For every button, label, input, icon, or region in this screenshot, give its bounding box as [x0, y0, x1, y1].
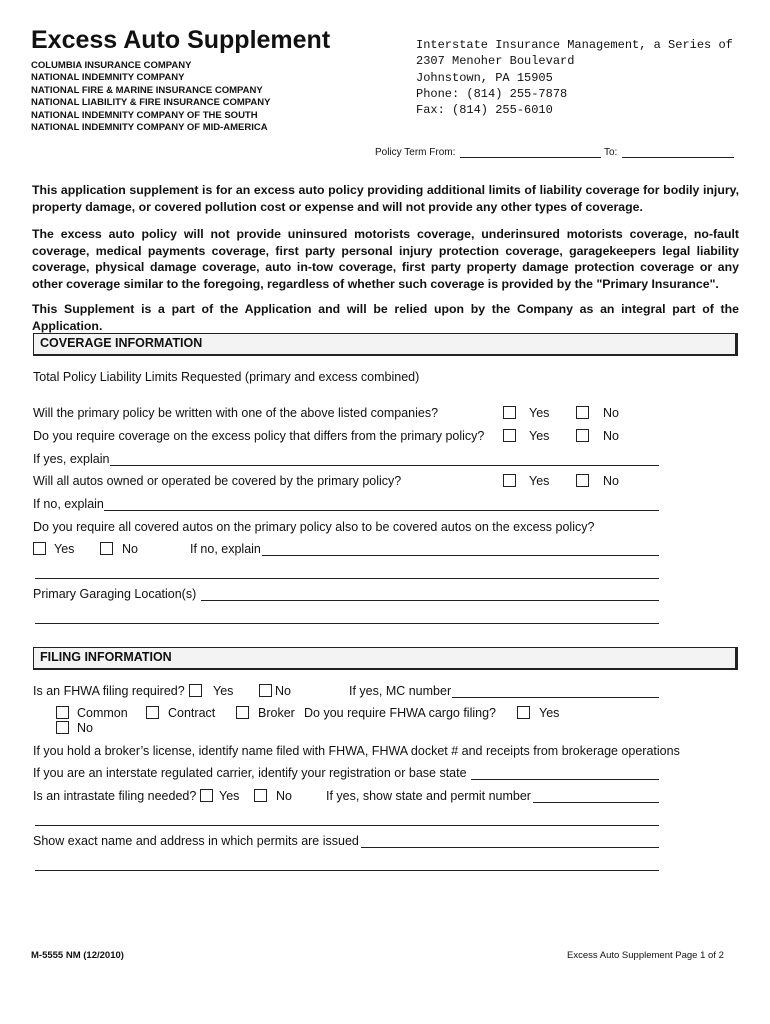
section-title: COVERAGE INFORMATION	[40, 336, 203, 350]
state-permit-field[interactable]	[533, 802, 659, 803]
company-name: NATIONAL LIABILITY & FIRE INSURANCE COMPANY	[31, 97, 271, 109]
cargo-question: Do you require FHWA cargo filing?	[304, 706, 496, 720]
broker-label: Broker	[258, 706, 295, 720]
no-label: No	[77, 721, 93, 735]
yes-label: Yes	[539, 706, 560, 720]
state-permit-continuation-field[interactable]	[35, 825, 659, 826]
policy-term-from-label: Policy Term From:	[375, 147, 456, 158]
cargo-yes-checkbox[interactable]	[517, 706, 530, 719]
question-all-autos-covered: Will all autos owned or operated be covered by the primary policy?	[33, 474, 402, 488]
coverage-section-header	[33, 333, 738, 356]
section-title: FILING INFORMATION	[40, 650, 172, 664]
fhwa-yes-checkbox[interactable]	[189, 684, 202, 697]
intrastate-no-checkbox[interactable]	[254, 789, 267, 802]
q2-yes-checkbox[interactable]	[503, 429, 516, 442]
q4-yes-checkbox[interactable]	[33, 542, 46, 555]
company-list	[31, 60, 270, 134]
yes-label: Yes	[529, 474, 550, 488]
broker-license-question: If you hold a broker’s license, identify name filed with FHWA, FHWA docket # and receipts from brokerage operations	[33, 744, 680, 758]
yes-label: Yes	[213, 684, 234, 698]
filing-section-header	[33, 647, 738, 670]
state-permit-label: If yes, show state and permit number	[326, 789, 531, 803]
question-differs-coverage: Do you require coverage on the excess policy that differs from the primary policy?	[33, 429, 485, 443]
yes-label: Yes	[529, 429, 550, 443]
address-line: Phone: (814) 255-7878	[416, 86, 568, 101]
cargo-no-checkbox[interactable]	[56, 721, 69, 734]
intrastate-question: Is an intrastate filing needed?	[33, 789, 197, 803]
company-name: NATIONAL INDEMNITY COMPANY OF THE SOUTH	[31, 109, 258, 121]
yes-label: Yes	[219, 789, 240, 803]
q3-no-checkbox[interactable]	[576, 474, 589, 487]
broker-checkbox[interactable]	[236, 706, 249, 719]
exclusions-paragraph: The excess auto policy will not provide uninsured motorists coverage, underinsured motorists coverage, no-fault coverage, medical payments coverage, first party personal injury protection coverage, garagekeepers legal liability coverage, physical damage coverage, auto in-tow coverage, first party property damage protection coverage or any other coverage similar to the foregoing, regardless of whether such coverage is provided by the "Primary Insurance".	[32, 227, 739, 291]
yes-label: Yes	[54, 542, 75, 556]
policy-term-to-label: To:	[604, 147, 618, 158]
if-no-explain-label: If no, explain	[33, 497, 104, 511]
q2-no-checkbox[interactable]	[576, 429, 589, 442]
agency-address	[416, 37, 736, 118]
if-yes-explain-label: If yes, explain	[33, 452, 110, 466]
page-number: Excess Auto Supplement Page 1 of 2	[567, 950, 724, 961]
address-line: 2307 Menoher Boulevard	[416, 54, 575, 69]
contract-checkbox[interactable]	[146, 706, 159, 719]
if-no-explain-label: If no, explain	[190, 542, 261, 556]
no-label: No	[275, 684, 291, 698]
common-checkbox[interactable]	[56, 706, 69, 719]
common-label: Common	[77, 706, 128, 720]
garaging-continuation-field[interactable]	[35, 623, 659, 624]
explain-field[interactable]	[110, 465, 659, 466]
permits-address-field[interactable]	[361, 847, 659, 848]
policy-term-from-field[interactable]	[460, 157, 601, 158]
interstate-question: If you are an interstate regulated carrier, identify your registration or base state	[33, 766, 467, 780]
form-title: Excess Auto Supplement	[31, 26, 331, 54]
address-line: Johnstown, PA 15905	[416, 70, 553, 85]
explain-field[interactable]	[262, 555, 659, 556]
intrastate-yes-checkbox[interactable]	[200, 789, 213, 802]
company-name: NATIONAL INDEMNITY COMPANY	[31, 72, 185, 84]
no-label: No	[276, 789, 292, 803]
mc-number-label: If yes, MC number	[349, 684, 452, 698]
q1-yes-checkbox[interactable]	[503, 406, 516, 419]
garaging-label: Primary Garaging Location(s)	[33, 587, 197, 601]
base-state-field[interactable]	[471, 779, 659, 780]
q1-no-checkbox[interactable]	[576, 406, 589, 419]
permits-address-continuation-field[interactable]	[35, 870, 659, 871]
company-name: NATIONAL FIRE & MARINE INSURANCE COMPANY	[31, 84, 263, 96]
no-label: No	[603, 429, 619, 443]
q3-yes-checkbox[interactable]	[503, 474, 516, 487]
address-line: Fax: (814) 255-6010	[416, 103, 553, 118]
supplement-notice: This Supplement is a part of the Application and will be relied upon by the Company as an integral part of the Application.	[32, 302, 739, 333]
intro-paragraph: This application supplement is for an excess auto policy providing additional limits of liability coverage for bodily injury, property damage, or covered pollution cost or expense and will not provide any other types of coverage.	[32, 183, 739, 214]
q4-no-checkbox[interactable]	[100, 542, 113, 555]
question-primary-company: Will the primary policy be written with one of the above listed companies?	[33, 406, 439, 420]
fhwa-no-checkbox[interactable]	[259, 684, 272, 697]
no-label: No	[122, 542, 138, 556]
policy-term-to-field[interactable]	[622, 157, 734, 158]
mc-number-field[interactable]	[452, 697, 659, 698]
limits-question: Total Policy Liability Limits Requested (primary and excess combined)	[33, 370, 420, 384]
explain-field[interactable]	[104, 510, 659, 511]
address-line: Interstate Insurance Management, a Series of	[416, 38, 733, 52]
contract-label: Contract	[168, 706, 216, 720]
fhwa-question: Is an FHWA filing required?	[33, 684, 185, 698]
no-label: No	[603, 474, 619, 488]
permits-address-label: Show exact name and address in which permits are issued	[33, 834, 359, 848]
question-same-autos-excess: Do you require all covered autos on the primary policy also to be covered autos on the excess policy?	[33, 520, 595, 534]
yes-label: Yes	[529, 406, 550, 420]
garaging-field[interactable]	[201, 600, 659, 601]
company-name: NATIONAL INDEMNITY COMPANY OF MID-AMERICA	[31, 122, 268, 134]
no-label: No	[603, 406, 619, 420]
form-number: M-5555 NM (12/2010)	[31, 950, 124, 961]
company-name: COLUMBIA INSURANCE COMPANY	[31, 60, 192, 71]
explain-continuation-field[interactable]	[35, 578, 659, 579]
